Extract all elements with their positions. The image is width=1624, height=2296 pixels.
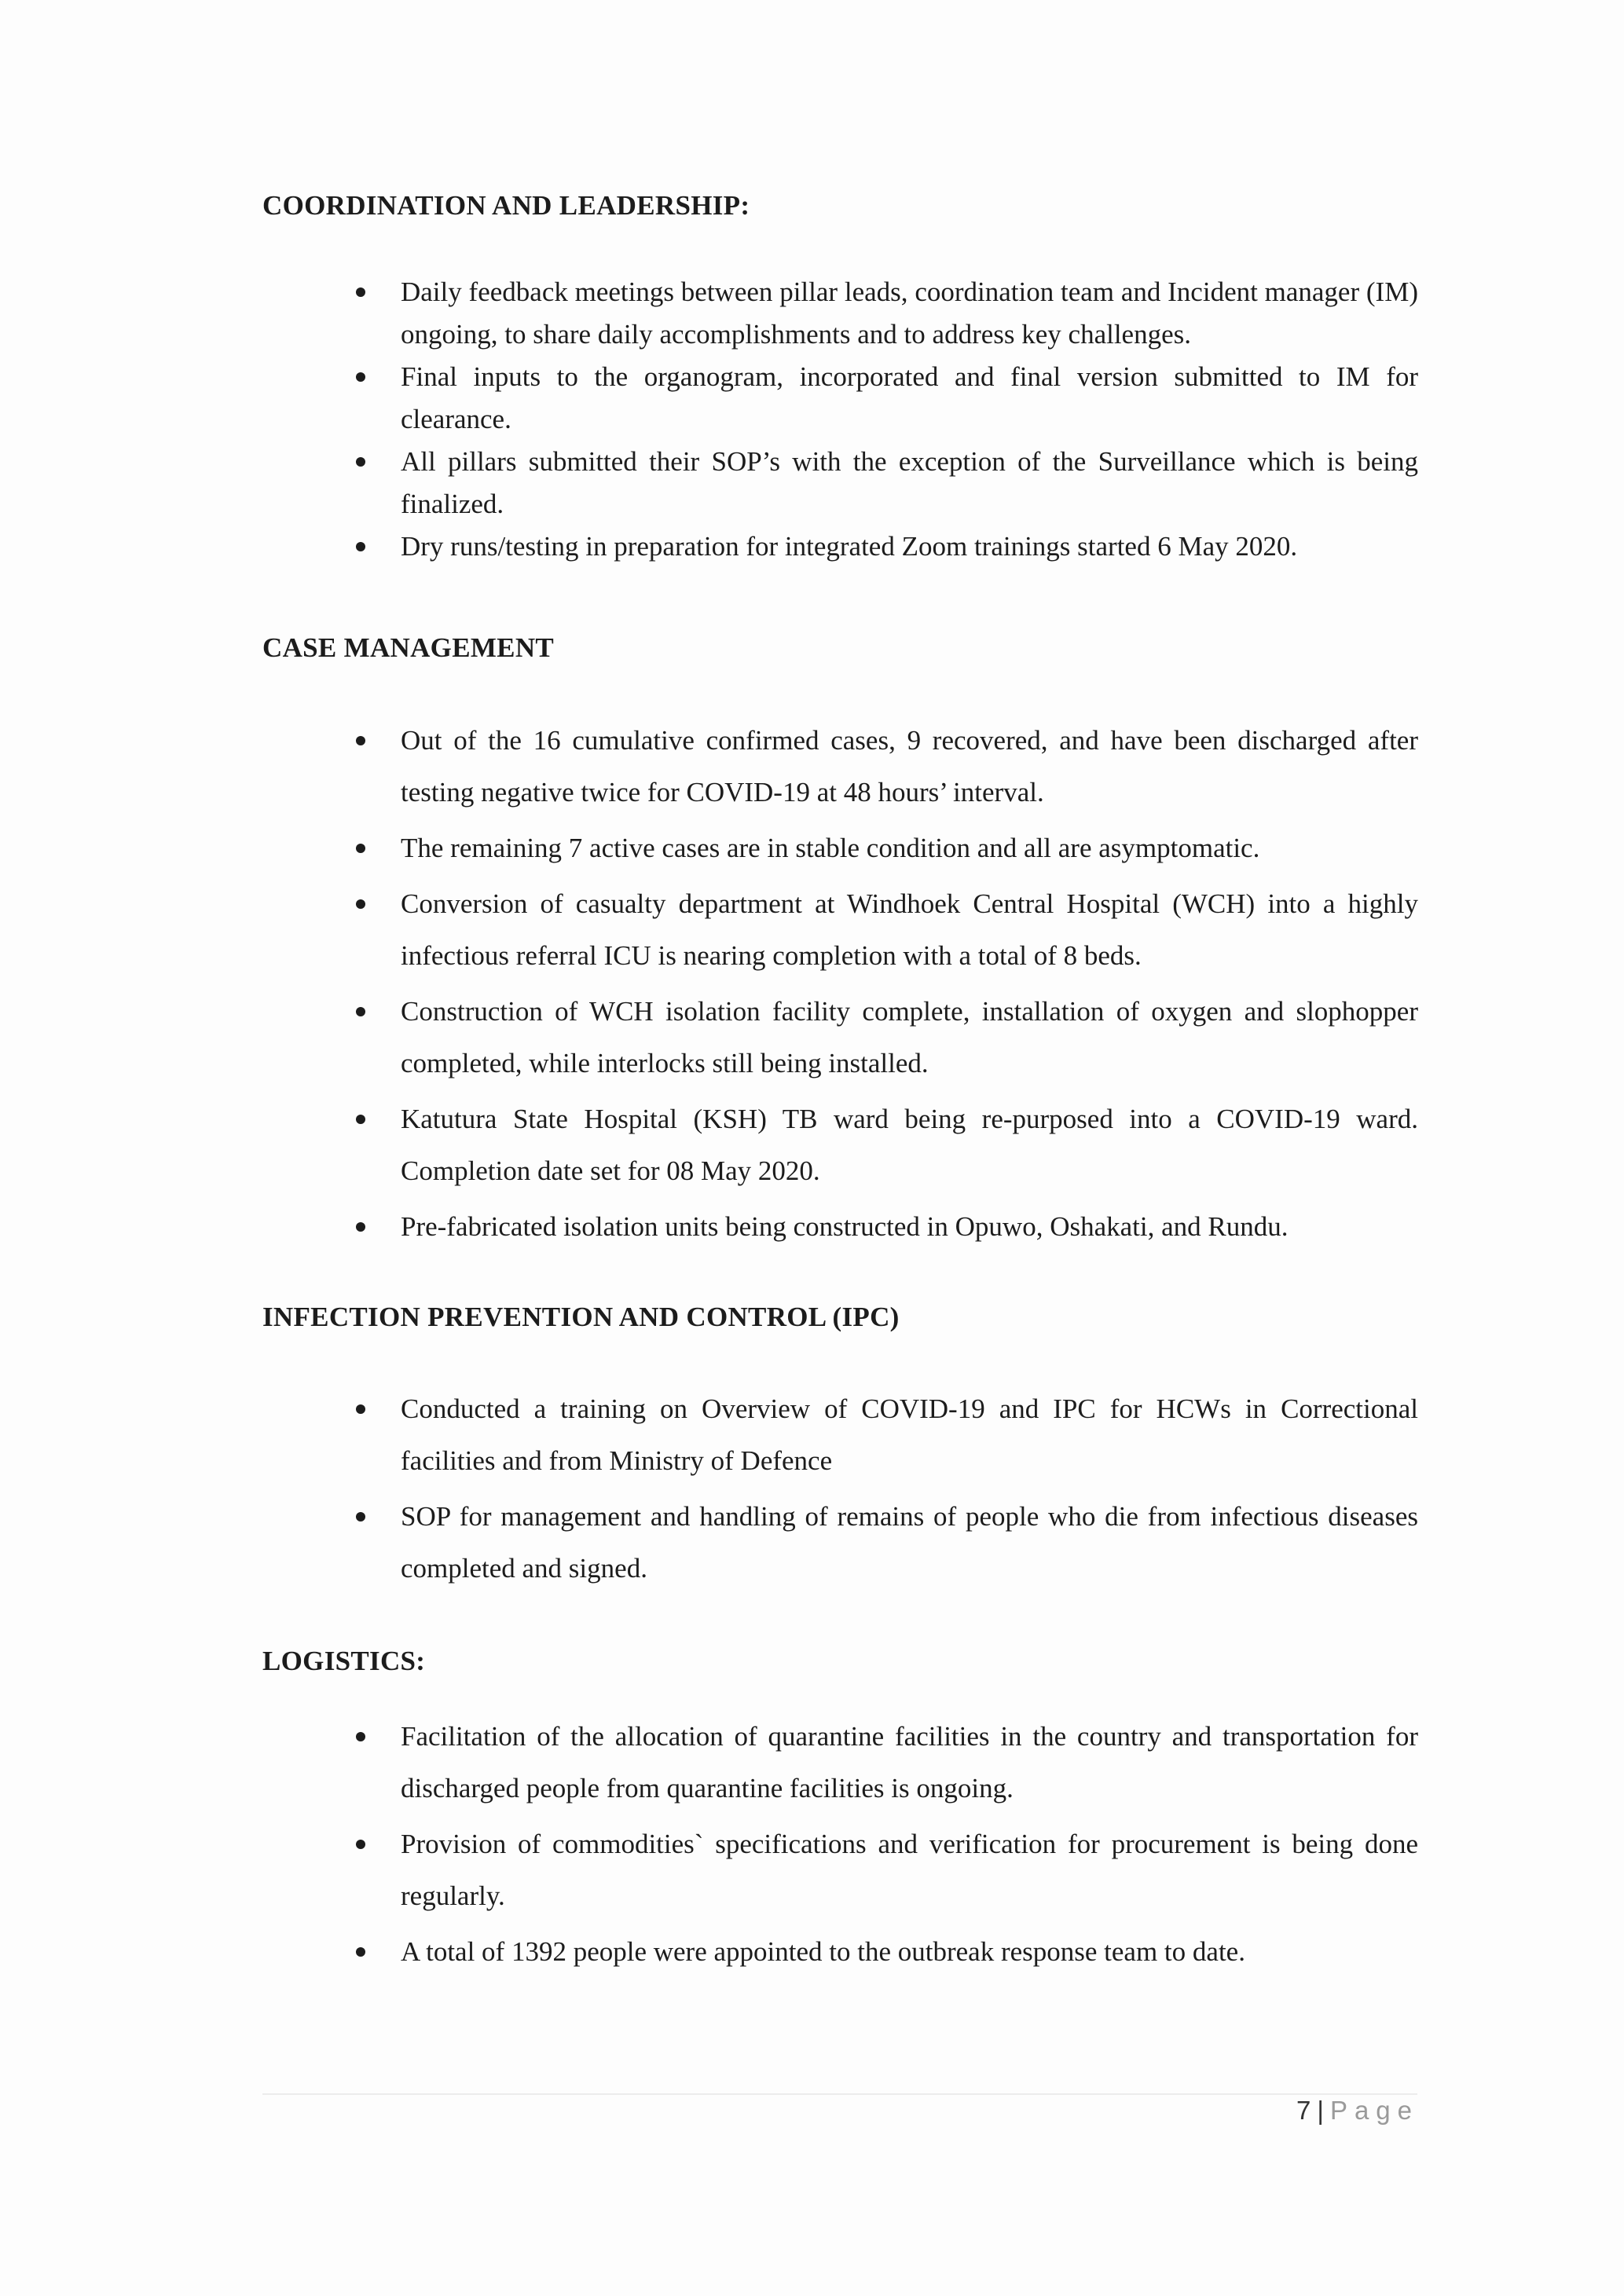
list-item-text: Facilitation of the allocation of quarantine facilities in the country and transportation for discharged people from quarantine facilities is ongoing. bbox=[401, 1721, 1418, 1803]
list-item bbox=[401, 1818, 1418, 1922]
list-item-text: The remaining 7 active cases are in stable condition and all are asymptomatic. bbox=[401, 833, 1260, 863]
list-item-text: Daily feedback meetings between pillar leads, coordination team and Incident manager (IM) ongoing, to share daily accomplishments and to address key challenges. bbox=[401, 276, 1418, 350]
bullet-icon bbox=[356, 1115, 365, 1124]
list-item bbox=[401, 271, 1418, 356]
bullet-icon bbox=[356, 1947, 365, 1957]
list-item bbox=[401, 1201, 1418, 1253]
bullet-icon bbox=[356, 1512, 365, 1522]
list-item bbox=[401, 1383, 1418, 1487]
list-item-text: Katutura State Hospital (KSH) TB ward being re-purposed into a COVID-19 ward. Completion date set for 08 May 2020. bbox=[401, 1104, 1418, 1186]
page-label: Page bbox=[1329, 2096, 1420, 2125]
bullet-icon bbox=[356, 1404, 365, 1414]
list-item-text: Out of the 16 cumulative confirmed cases, 9 recovered, and have been discharged after testing negative twice for COVID-19 at 48 hours’ interval. bbox=[401, 725, 1418, 807]
list-item-text: Conversion of casualty department at Windhoek Central Hospital (WCH) into a highly infectious referral ICU is nearing completion with a total of 8 beds. bbox=[401, 888, 1418, 971]
bullet-icon bbox=[356, 457, 365, 467]
list-item bbox=[401, 1711, 1418, 1814]
bullet-icon bbox=[356, 1732, 365, 1741]
list-item bbox=[401, 986, 1418, 1089]
logistics-list bbox=[0, 1711, 1624, 1982]
list-item-text: Dry runs/testing in preparation for integrated Zoom trainings started 6 May 2020. bbox=[401, 531, 1298, 562]
section-heading-ipc: INFECTION PREVENTION AND CONTROL (IPC) bbox=[262, 1302, 900, 1332]
list-item bbox=[401, 356, 1418, 441]
list-item-text: A total of 1392 people were appointed to the outbreak response team to date. bbox=[401, 1936, 1245, 1967]
bullet-icon bbox=[356, 1840, 365, 1849]
bullet-icon bbox=[356, 542, 365, 551]
list-item bbox=[401, 878, 1418, 982]
bullet-icon bbox=[356, 736, 365, 745]
section-heading-logistics: LOGISTICS: bbox=[262, 1646, 426, 1676]
page-number bbox=[1296, 2096, 1419, 2126]
list-item-text: Construction of WCH isolation facility complete, installation of oxygen and slophopper completed, while interlocks still being installed. bbox=[401, 996, 1418, 1078]
bullet-icon bbox=[356, 287, 365, 297]
list-item bbox=[401, 1093, 1418, 1197]
bullet-icon bbox=[356, 844, 365, 853]
list-item-text: Pre-fabricated isolation units being constructed in Opuwo, Oshakati, and Rundu. bbox=[401, 1211, 1289, 1242]
list-item bbox=[401, 715, 1418, 818]
coordination-list bbox=[0, 271, 1624, 568]
list-item-text: Final inputs to the organogram, incorporated and final version submitted to IM for clearance. bbox=[401, 361, 1418, 434]
list-item bbox=[401, 441, 1418, 525]
bullet-icon bbox=[356, 1007, 365, 1016]
case-management-list bbox=[0, 715, 1624, 1257]
page-number-separator: | bbox=[1317, 2096, 1324, 2125]
list-item-text: All pillars submitted their SOP’s with the exception of the Surveillance which is being finalized. bbox=[401, 446, 1418, 519]
ipc-list bbox=[0, 1383, 1624, 1598]
bullet-icon bbox=[356, 1222, 365, 1232]
page-number-value: 7 bbox=[1296, 2096, 1311, 2125]
footer-divider bbox=[262, 2093, 1417, 2095]
bullet-icon bbox=[356, 372, 365, 382]
list-item bbox=[401, 525, 1418, 568]
list-item bbox=[401, 822, 1418, 874]
list-item-text: SOP for management and handling of remains of people who die from infectious diseases completed and signed. bbox=[401, 1501, 1418, 1584]
section-heading-coordination: COORDINATION AND LEADERSHIP: bbox=[262, 190, 750, 221]
list-item-text: Provision of commodities` specifications and verification for procurement is being done regularly. bbox=[401, 1829, 1418, 1911]
list-item bbox=[401, 1926, 1418, 1978]
bullet-icon bbox=[356, 899, 365, 909]
list-item-text: Conducted a training on Overview of COVID-19 and IPC for HCWs in Correctional facilities and from Ministry of Defence bbox=[401, 1393, 1418, 1476]
section-heading-case-management: CASE MANAGEMENT bbox=[262, 632, 555, 663]
list-item bbox=[401, 1491, 1418, 1595]
